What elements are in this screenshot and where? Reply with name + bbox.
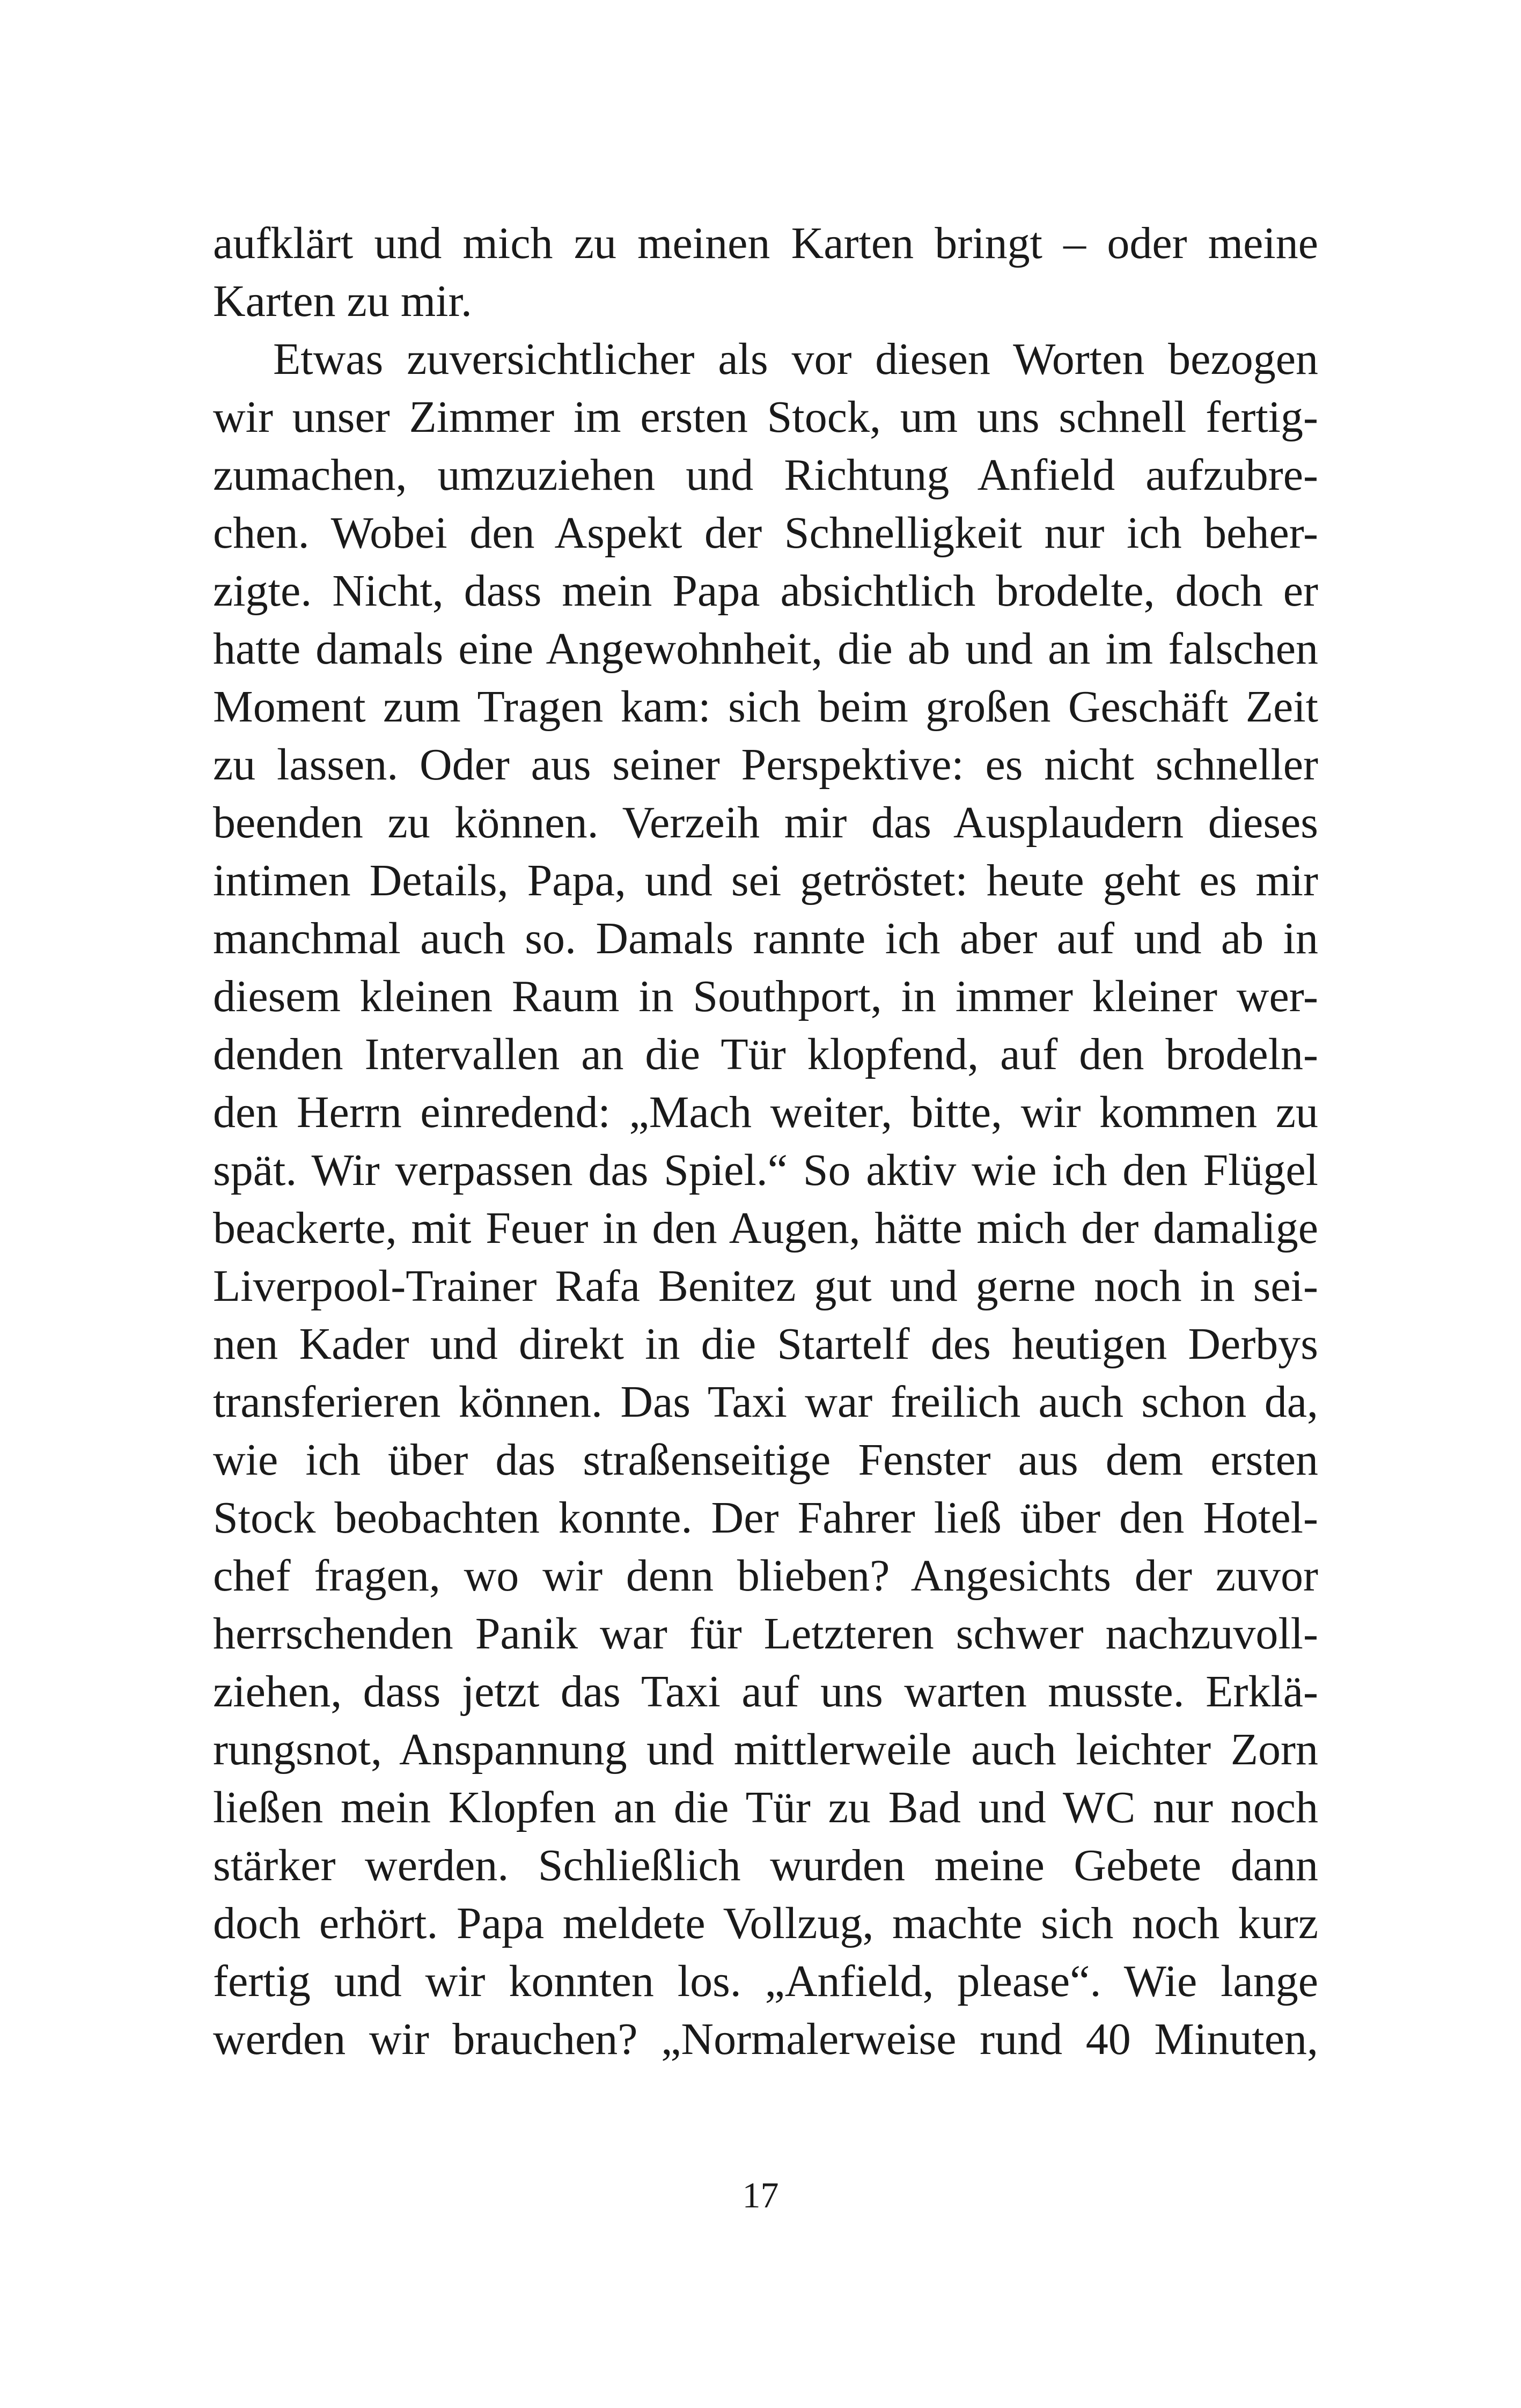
text-line: manchmal auch so. Damals rannte ich aber auf und ab in <box>213 914 1318 963</box>
text-line: aufklärt und mich zu meinen Karten bringt – oder meine <box>213 218 1318 268</box>
text-line: Karten zu mir. <box>213 276 472 326</box>
text-line: Liverpool-Trainer Rafa Benitez gut und gerne noch in sei- <box>213 1261 1318 1311</box>
text-line: doch erhört. Papa meldete Vollzug, machte sich noch kurz <box>213 1898 1318 1948</box>
text-line: zu lassen. Oder aus seiner Perspektive: es nicht schneller <box>213 740 1318 790</box>
text-line: fertig und wir konnten los. „Anfield, please“. Wie lange <box>213 1956 1318 2006</box>
page-number: 17 <box>742 2175 779 2215</box>
text-line: Etwas zuversichtlicher als vor diesen Worten bezogen <box>273 334 1318 384</box>
text-line: spät. Wir verpassen das Spiel.“ So aktiv wie ich den Flügel <box>213 1145 1318 1195</box>
text-line: hatte damals eine Angewohnheit, die ab und an im falschen <box>213 624 1318 674</box>
text-line: beackerte, mit Feuer in den Augen, hätte mich der damalige <box>213 1203 1318 1253</box>
text-line: transferieren können. Das Taxi war freilich auch schon da, <box>213 1377 1318 1427</box>
text-line: den Herrn einredend: „Mach weiter, bitte, wir kommen zu <box>213 1087 1318 1137</box>
text-line: denden Intervallen an die Tür klopfend, auf den brodeln- <box>213 1029 1318 1079</box>
text-line: chen. Wobei den Aspekt der Schnelligkeit nur ich beher- <box>213 508 1318 558</box>
text-line: intimen Details, Papa, und sei getröstet: heute geht es mir <box>213 856 1318 905</box>
text-line: nen Kader und direkt in die Startelf des heutigen Derbys <box>213 1319 1318 1369</box>
text-line: wir unser Zimmer im ersten Stock, um uns schnell fertig- <box>213 392 1318 442</box>
text-line: Moment zum Tragen kam: sich beim großen Geschäft Zeit <box>213 682 1318 732</box>
text-line: herrschenden Panik war für Letzteren schwer nachzuvoll- <box>213 1609 1318 1659</box>
text-line: ließen mein Klopfen an die Tür zu Bad und WC nur noch <box>213 1783 1318 1832</box>
text-line: rungsnot, Anspannung und mittlerweile auch leichter Zorn <box>213 1725 1318 1774</box>
text-line: diesem kleinen Raum in Southport, in immer kleiner wer- <box>213 971 1318 1021</box>
text-line: Stock beobachten konnte. Der Fahrer ließ über den Hotel- <box>213 1493 1318 1543</box>
text-line: wie ich über das straßenseitige Fenster aus dem ersten <box>213 1435 1318 1485</box>
text-line: beenden zu können. Verzeih mir das Ausplaudern dieses <box>213 798 1318 848</box>
text-line: zumachen, umzuziehen und Richtung Anfield aufzubre- <box>213 450 1318 500</box>
text-line: zigte. Nicht, dass mein Papa absichtlich brodelte, doch er <box>213 566 1318 616</box>
body-text <box>213 215 1318 2068</box>
text-line: werden wir brauchen? „Normalerweise rund 40 Minuten, <box>213 2014 1318 2064</box>
text-line: ziehen, dass jetzt das Taxi auf uns warten musste. Erklä- <box>213 1667 1318 1717</box>
text-line: stärker werden. Schließlich wurden meine Gebete dann <box>213 1840 1318 1890</box>
text-line: chef fragen, wo wir denn blieben? Angesichts der zuvor <box>213 1551 1318 1601</box>
